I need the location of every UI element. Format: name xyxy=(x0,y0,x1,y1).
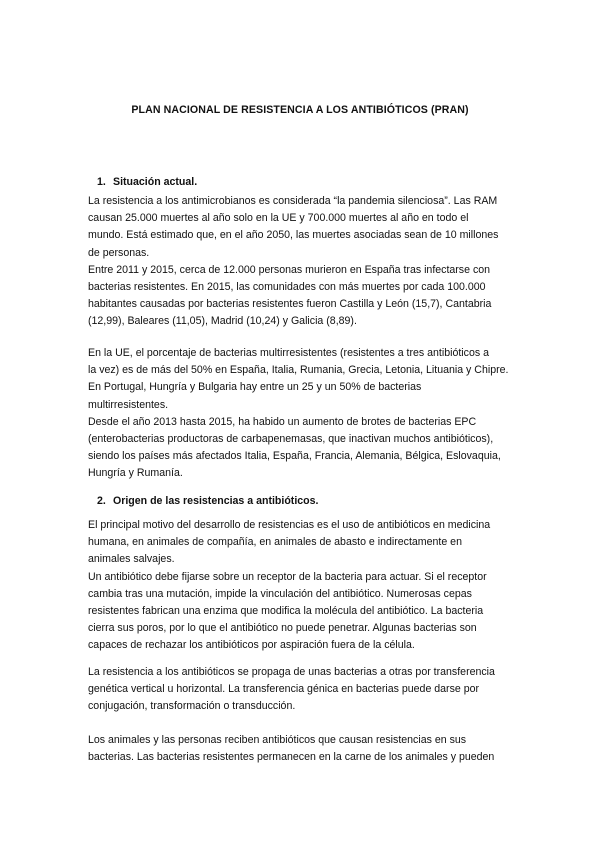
paragraph-line: La resistencia a los antibióticos se propaga de unas bacterias a otras por transferencia xyxy=(88,666,495,678)
paragraph-line: causan 25.000 muertes al año solo en la UE y 700.000 muertes al año en todo el xyxy=(88,212,469,225)
paragraph-line: En Portugal, Hungría y Bulgaria hay entre un 25 y un 50% de bacterias xyxy=(88,381,422,394)
paragraph-line: Los animales y las personas reciben antibióticos que causan resistencias en sus xyxy=(88,734,467,746)
paragraph-line: La resistencia a los antimicrobianos es considerada “la pandemia silenciosa”. Las RAM xyxy=(88,195,498,207)
paragraph-line: Un antibiótico debe fijarse sobre un receptor de la bacteria para actuar. Si el receptor xyxy=(88,570,487,583)
paragraph xyxy=(88,193,520,331)
section-title: Origen de las resistencias a antibióticos. xyxy=(113,495,319,507)
section-title: Situación actual. xyxy=(113,176,198,188)
section-heading xyxy=(97,176,197,188)
paragraph-line: la vez) es de más del 50% en España, Italia, Rumania, Grecia, Letonia, Lituania y Chipre. xyxy=(88,364,509,377)
section-number: 1. xyxy=(97,176,106,188)
paragraph-line: El principal motivo del desarrollo de resistencias es el uso de antibióticos en medicina xyxy=(88,519,491,531)
paragraph-line: Hungría y Rumanía. xyxy=(88,467,183,480)
paragraph xyxy=(88,345,520,483)
paragraph-line: bacterias. Las bacterias resistentes permanecen en la carne de los animales y pueden xyxy=(88,751,495,764)
document-title: PLAN NACIONAL DE RESISTENCIA A LOS ANTIBIÓTICOS (PRAN) xyxy=(131,104,469,116)
paragraph-line: capaces de rechazar los antibióticos por aspiración fuera de la célula. xyxy=(88,639,415,652)
paragraph-line: mundo. Está estimado que, en el año 2050, las muertes asociadas sean de 10 millones xyxy=(88,229,499,242)
paragraph-line: humana, en animales de compañía, en animales de abasto e indirectamente en xyxy=(88,536,462,549)
paragraph-line: cambia tras una mutación, impide la vinculación del antibiótico. Numerosas cepas xyxy=(88,587,472,600)
paragraph-line: multirresistentes. xyxy=(88,398,169,411)
paragraph-line: de personas. xyxy=(88,246,150,259)
section-number: 2. xyxy=(97,495,106,507)
paragraph-line: animales salvajes. xyxy=(88,553,175,566)
section-heading xyxy=(97,495,318,507)
paragraph-line: siendo los países más afectados Italia, España, Francia, Alemania, Bélgica, Eslovaquia, xyxy=(88,450,501,463)
paragraph-line: genética vertical u horizontal. La transferencia génica en bacterias puede darse por xyxy=(88,683,480,696)
paragraph-line: En la UE, el porcentaje de bacterias multirresistentes (resistentes a tres antibióticos a xyxy=(88,347,489,359)
paragraph xyxy=(88,664,520,716)
paragraph-line: (enterobacterias productoras de carbapenemasas, que inactivan muchos antibióticos), xyxy=(88,433,494,446)
paragraph-line: bacterias resistentes. En 2015, las comunidades con más muertes por cada 100.000 xyxy=(88,281,486,294)
paragraph-line: (12,99), Baleares (11,05), Madrid (10,24) y Galicia (8,89). xyxy=(88,315,357,328)
paragraph-line: cierra sus poros, por lo que el antibiótico no puede penetrar. Algunas bacterias son xyxy=(88,622,477,635)
paragraph-line: Desde el año 2013 hasta 2015, ha habido un aumento de brotes de bacterias EPC xyxy=(88,415,477,428)
paragraph xyxy=(88,517,520,655)
paragraph-line: Entre 2011 y 2015, cerca de 12.000 personas murieron en España tras infectarse con xyxy=(88,263,491,276)
paragraph-line: resistentes fabrican una enzima que modifica la molécula del antibiótico. La bacteria xyxy=(88,605,484,618)
paragraph-line: conjugación, transformación o transducción. xyxy=(88,700,296,713)
paragraph xyxy=(88,732,520,766)
paragraph-line: habitantes causadas por bacterias resistentes fueron Castilla y León (15,7), Cantabria xyxy=(88,298,492,311)
